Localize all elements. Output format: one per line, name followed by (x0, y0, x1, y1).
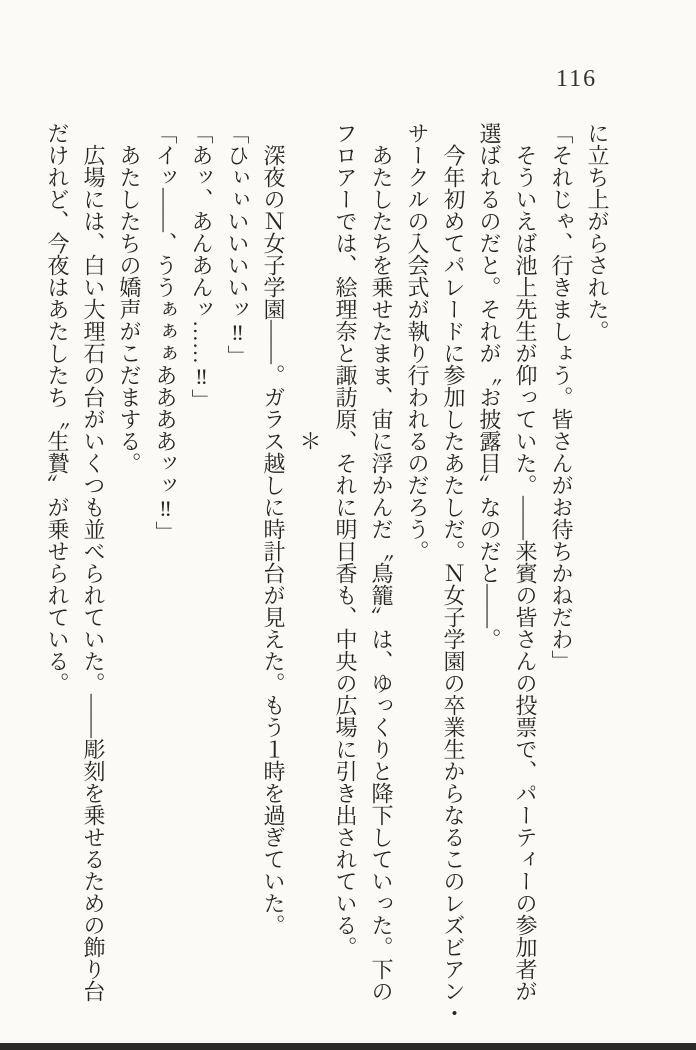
vertical-text-block (39, 122, 615, 1024)
text-column-15: 広場には、白い大理石の台がいくつも並べられていた。――彫刻を乗せるための飾り台 (81, 144, 106, 1002)
scan-edge (0, 1043, 696, 1050)
text-column-1: に立ち上がらされた。 (585, 122, 610, 342)
text-column-16: だけれど、今夜はあたしたち〝生贄〟が乗せられている。 (45, 122, 70, 694)
text-column-6: サークルの入会式が執り行われるのだろう。 (405, 122, 430, 562)
text-column-11: 「ひぃぃいいいいッ‼」 (225, 122, 250, 367)
text-column-7: あたしたちを乗せたまま、宙に浮かんだ〝鳥籠〟は、ゆっくりと降下していった。下の (369, 144, 394, 1002)
text-column-8: フロアーでは、絵理奈と諏訪原、それに明日香も、中央の広場に引き出されている。 (333, 122, 358, 958)
text-column-3: そういえば池上先生が仰っていた。――来賓の皆さんの投票で、パーティーの参加者が (513, 144, 538, 1002)
section-break: ＊ (297, 430, 322, 452)
text-column-12: 「あッ、あんあんッ……‼」 (189, 122, 214, 411)
text-column-13: 「イッ――、ううぁぁぁああああッッ‼」 (153, 122, 178, 543)
text-column-2: 「それじゃ、行きましょう。皆さんがお待ちかねだわ」 (549, 122, 574, 672)
text-column-14: あたしたちの嬌声がこだまする。 (117, 144, 142, 474)
text-column-5: 今年初めてパレードに参加したあたしだ。Ｎ女子学園の卒業生からなるこのレズビアン・ (441, 144, 466, 1024)
text-column-4: 選ばれるのだと。それが〝お披露目〟なのだと――。 (477, 122, 502, 650)
page-number: 116 (556, 66, 598, 92)
text-column-10: 深夜のＮ女子学園――。ガラス越しに時計台が見えた。もう１時を過ぎていた。 (261, 144, 286, 936)
